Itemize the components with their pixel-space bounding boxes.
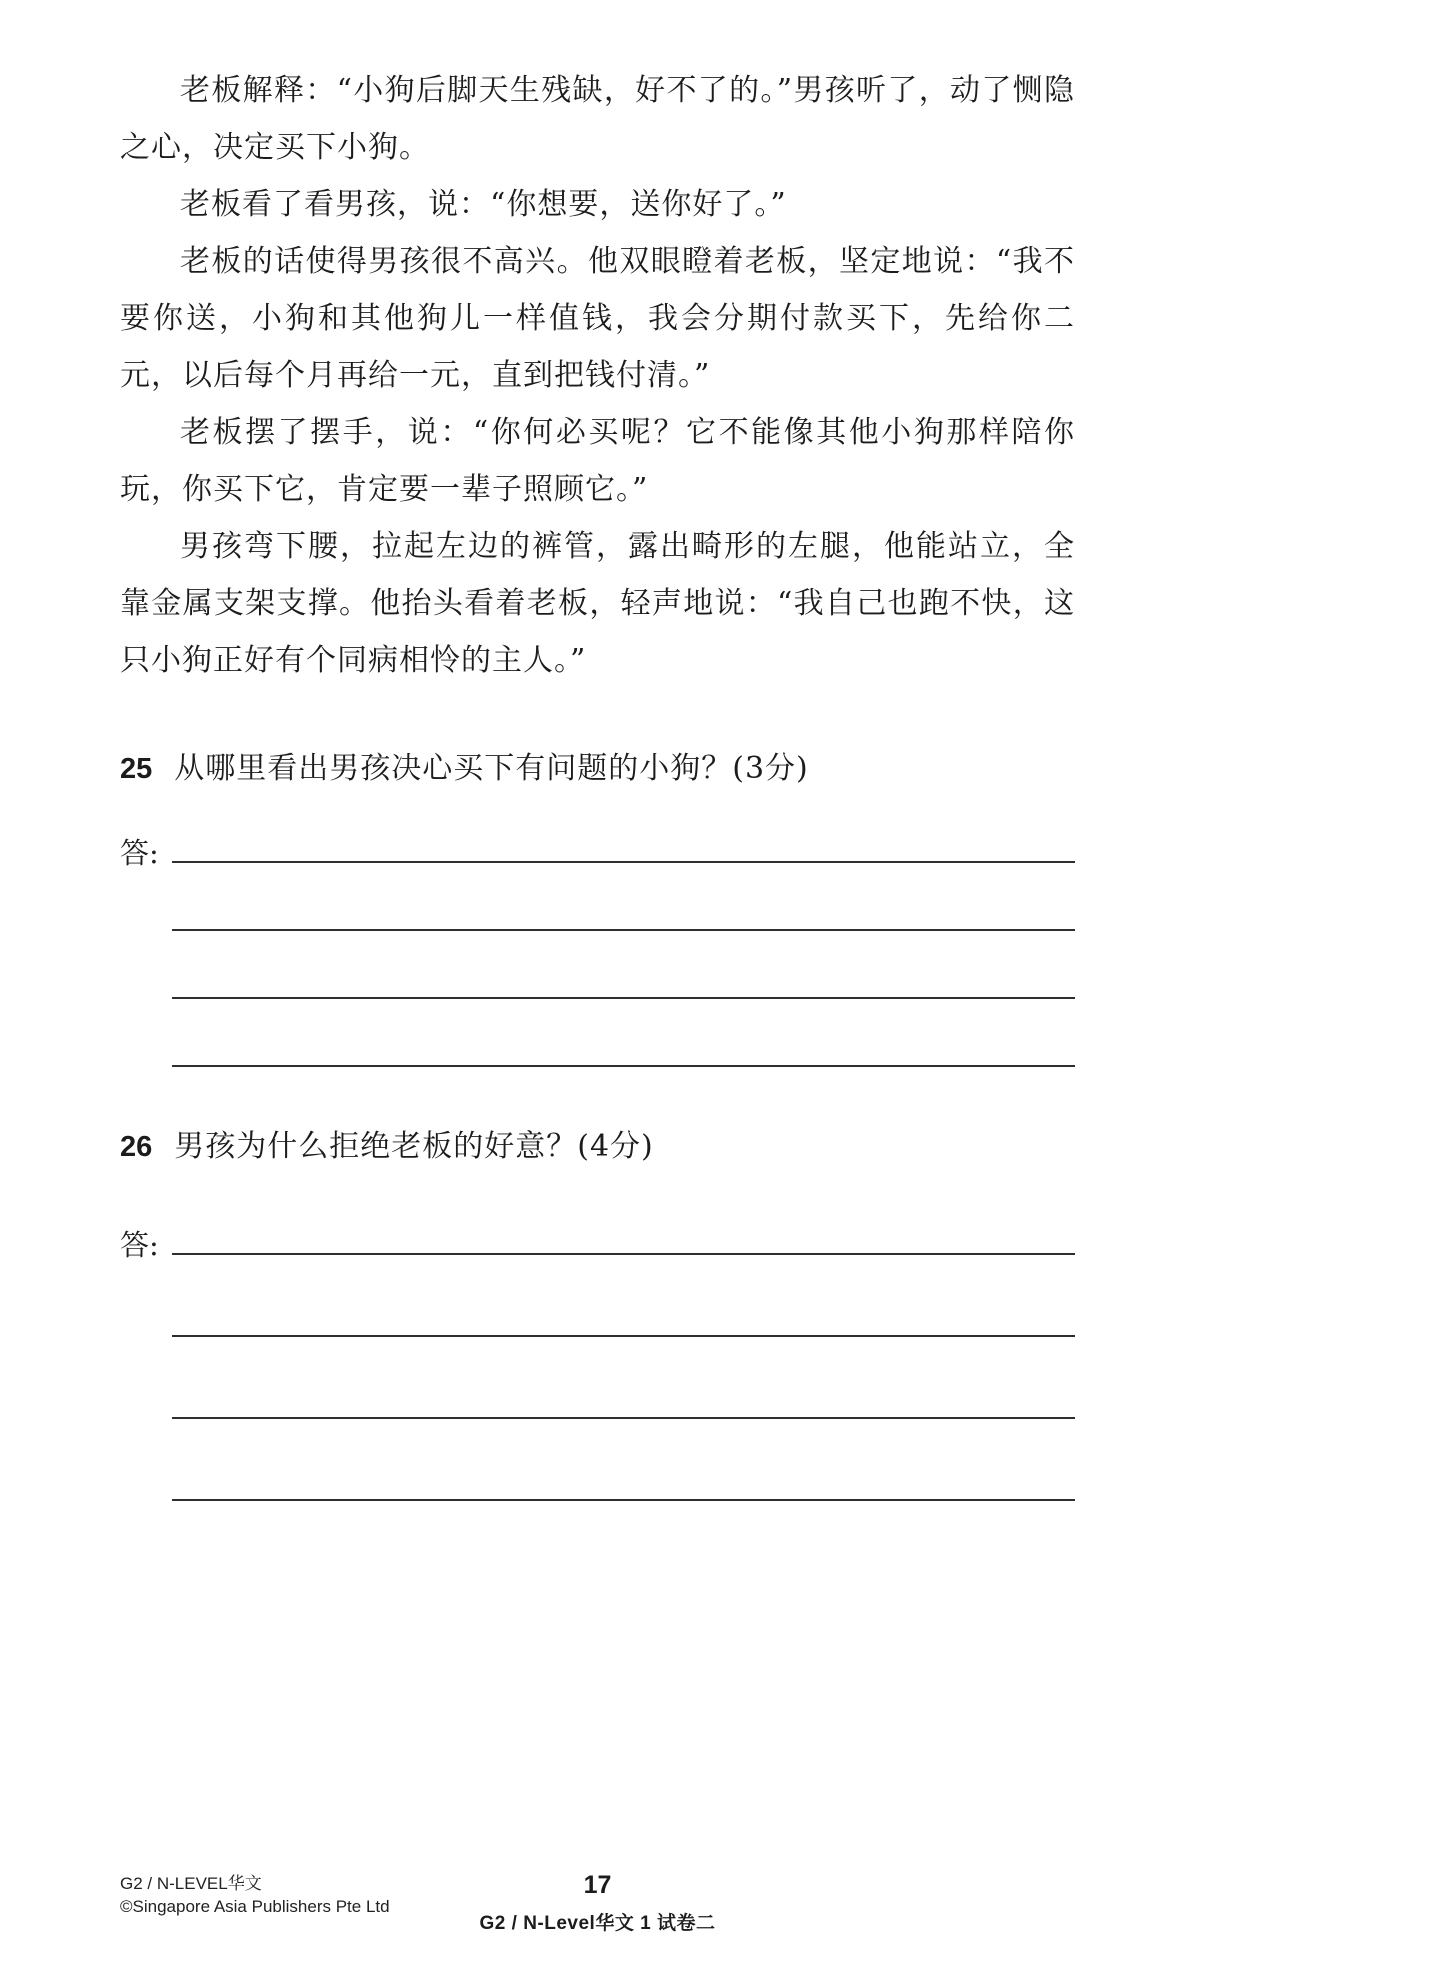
question-26-heading bbox=[120, 1121, 1075, 1165]
passage-paragraph-3: 老板的话使得男孩很不高兴。他双眼瞪着老板，坚定地说：“我不要你送，小狗和其他狗儿一样值钱，我会分期付款买下，先给你二元，以后每个月再给一元，直到把钱付清。” bbox=[120, 244, 1075, 393]
publisher-imprint bbox=[120, 1872, 480, 1918]
page-number: 17 bbox=[583, 1871, 612, 1899]
question-25-text: 从哪里看出男孩决心买下有问题的小狗？(3分) bbox=[174, 751, 809, 786]
answer-label: 答: bbox=[120, 836, 159, 870]
answer-blank-line bbox=[172, 1499, 1075, 1501]
question-26-number: 26 bbox=[120, 1131, 153, 1163]
question-25-number: 25 bbox=[120, 753, 153, 785]
answer-blank-line bbox=[172, 1065, 1075, 1067]
page-footer bbox=[120, 1872, 1075, 1935]
booklet-title: G2 / N-Level华文 1 试卷二 bbox=[479, 1913, 716, 1934]
passage-paragraph-1: 老板解释：“小狗后脚天生残缺，好不了的。”男孩听了，动了恻隐之心，决定买下小狗。 bbox=[120, 73, 1075, 165]
passage-paragraph-2: 老板看了看男孩，说：“你想要，送你好了。” bbox=[180, 187, 787, 222]
answer-row bbox=[120, 999, 1075, 1067]
question-25 bbox=[120, 743, 1075, 1067]
answer-row bbox=[120, 795, 1075, 870]
answer-row bbox=[120, 1255, 1075, 1337]
question-25-heading bbox=[120, 743, 1075, 787]
page-content bbox=[120, 62, 1075, 1501]
copyright-notice: ©Singapore Asia Publishers Pte Ltd bbox=[120, 1897, 390, 1916]
answer-row bbox=[120, 1337, 1075, 1419]
answer-row bbox=[120, 1419, 1075, 1501]
footer-center bbox=[480, 1872, 716, 1935]
question-26-text: 男孩为什么拒绝老板的好意？(4分) bbox=[174, 1129, 654, 1164]
answer-row bbox=[120, 1173, 1075, 1262]
reading-passage bbox=[120, 62, 1075, 689]
question-26-answer-area bbox=[120, 1173, 1075, 1501]
answer-row bbox=[120, 863, 1075, 931]
passage-paragraph-5: 男孩弯下腰，拉起左边的裤管，露出畸形的左腿，他能站立，全靠金属支架支撑。他抬头看着老板，轻声地说：“我自己也跑不快，这只小狗正好有个同病相怜的主人。” bbox=[120, 529, 1075, 678]
passage-paragraph-4: 老板摆了摆手，说：“你何必买呢？它不能像其他小狗那样陪你玩，你买下它，肯定要一辈子照顾它。” bbox=[120, 415, 1075, 507]
series-title: G2 / N-LEVEL华文 bbox=[120, 1874, 262, 1893]
question-25-answer-area bbox=[120, 795, 1075, 1067]
question-26 bbox=[120, 1121, 1075, 1501]
answer-label: 答: bbox=[120, 1228, 159, 1262]
answer-row bbox=[120, 931, 1075, 999]
